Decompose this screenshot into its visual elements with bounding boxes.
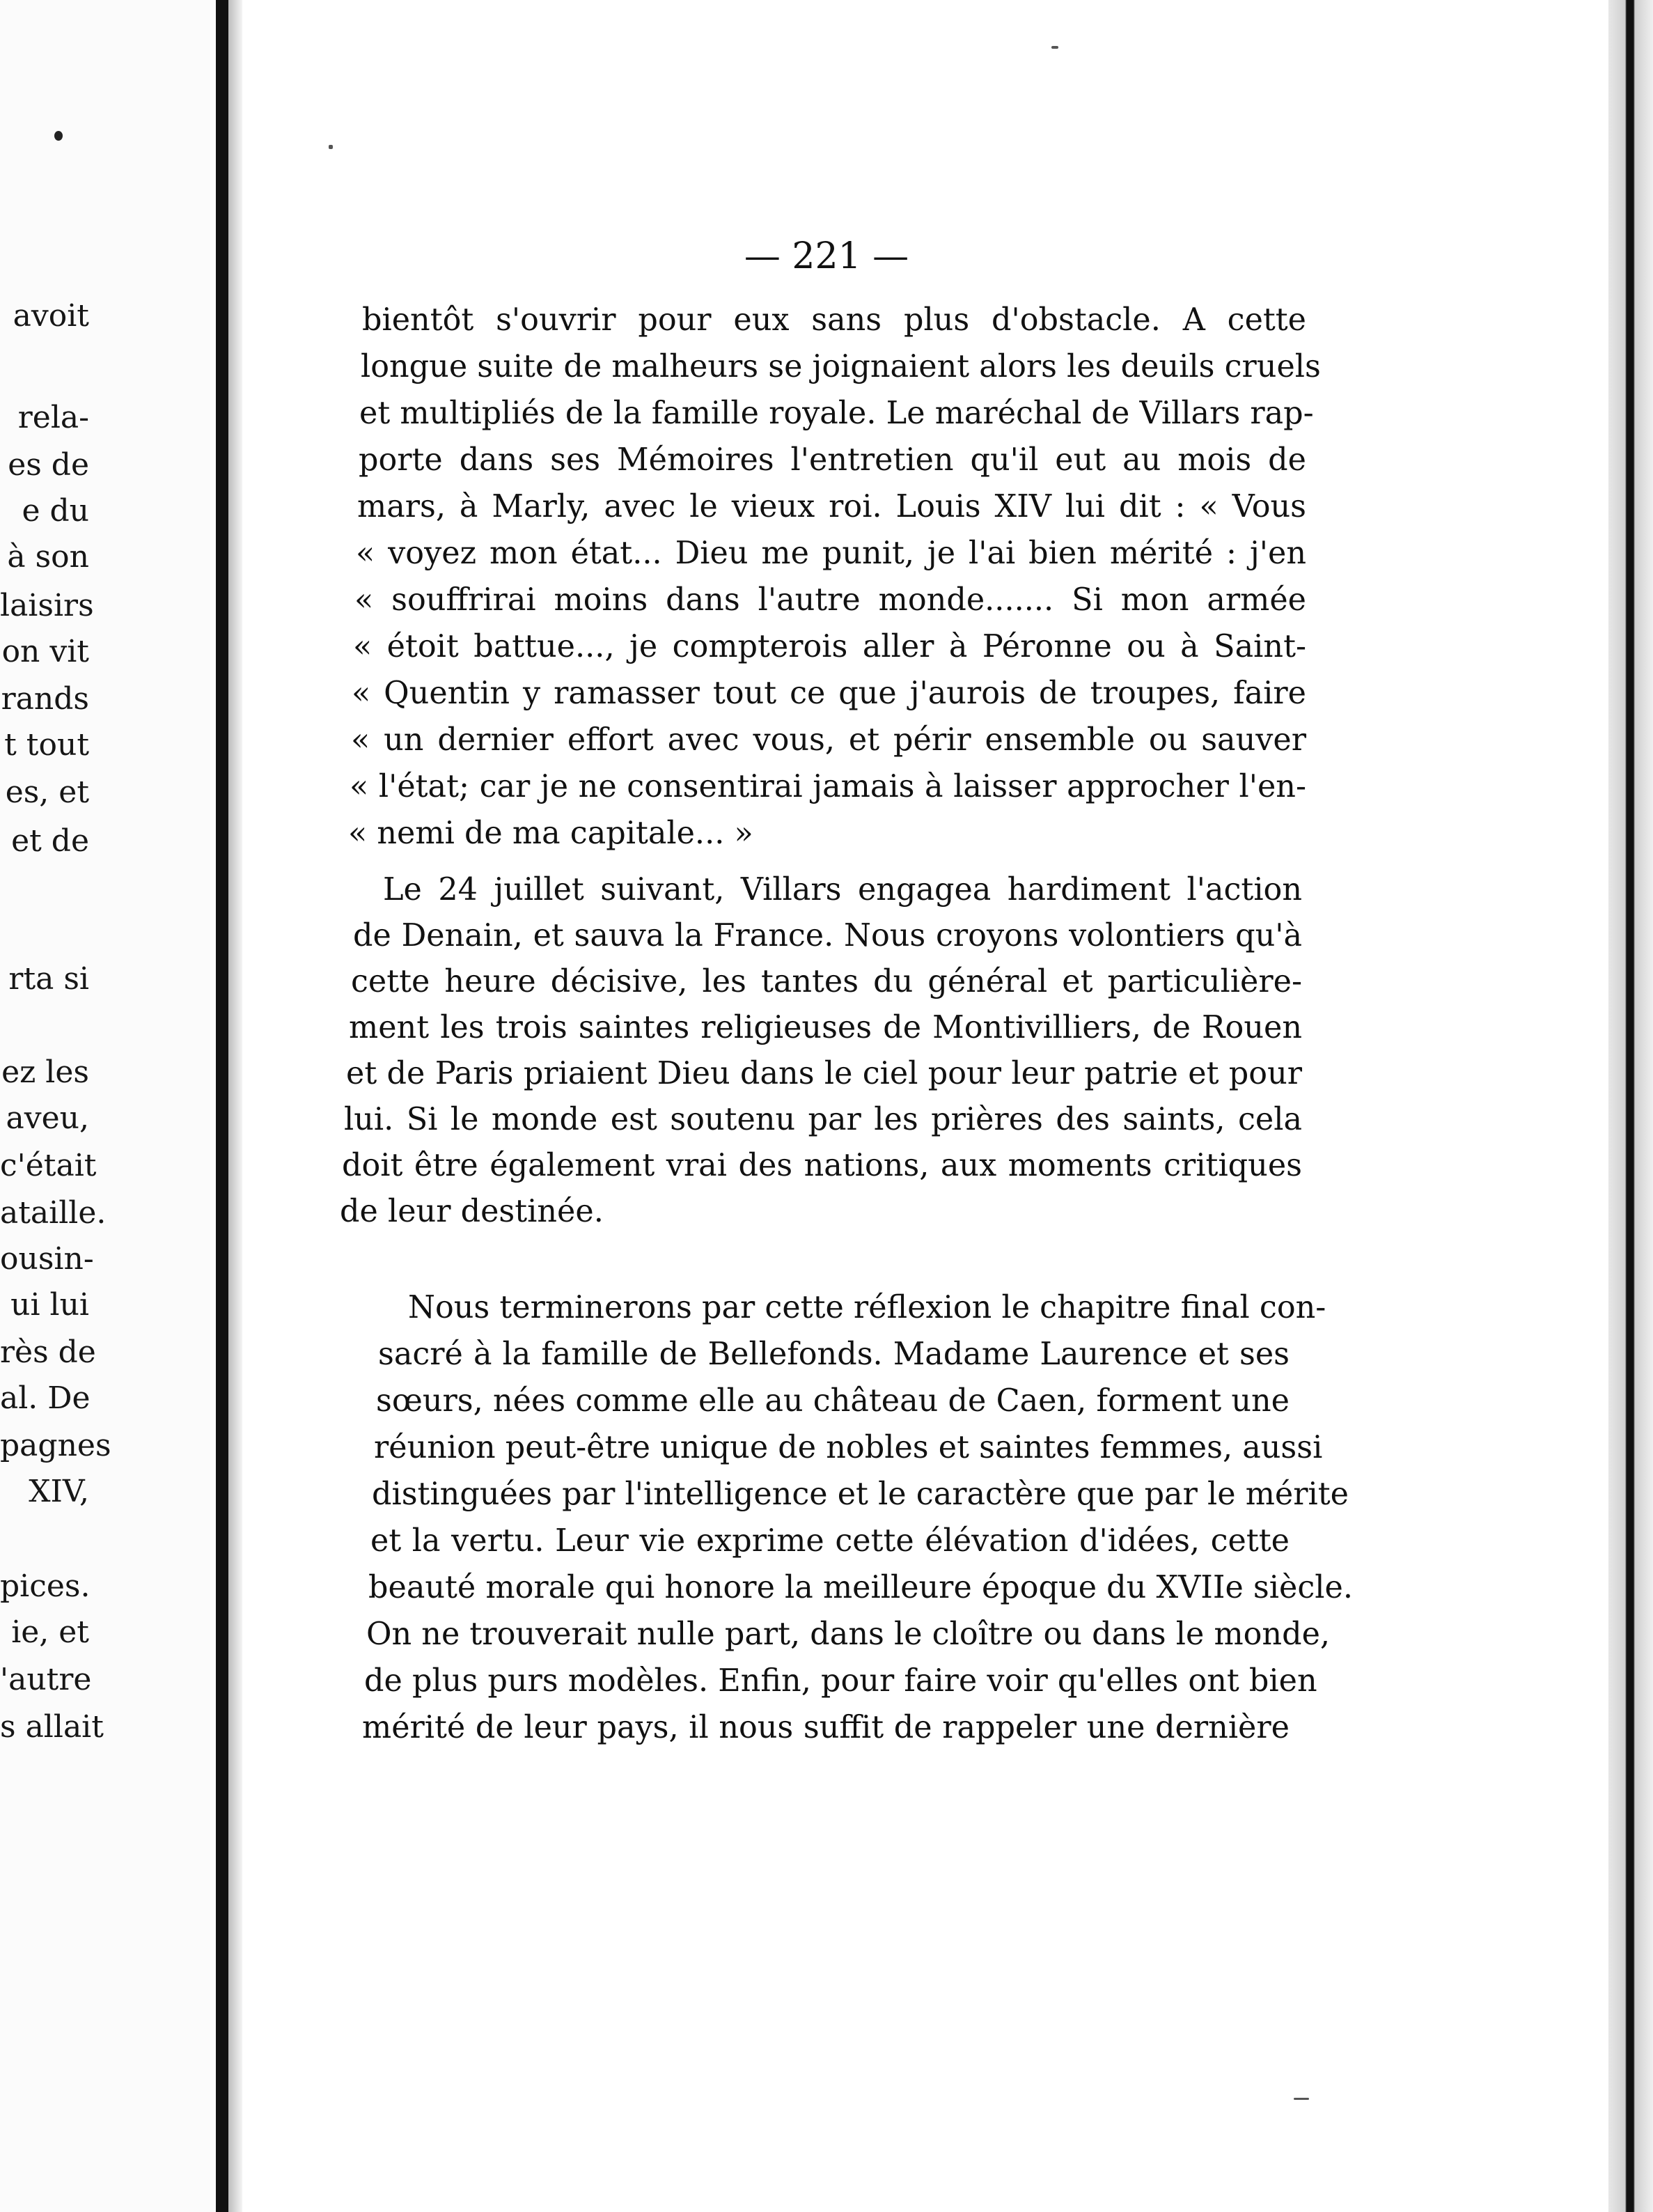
text-line: de Denain, et sauva la France. Nous croyons volontiers qu'à [353, 918, 1302, 953]
text-line: doit être également vrai des nations, aux moments critiques [342, 1148, 1302, 1183]
left-page-line: es de [8, 447, 89, 483]
text-line: mars, à Marly, avec le vieux roi. Louis XIV lui dit : « Vous [357, 489, 1306, 524]
ink-dot [54, 131, 63, 141]
text-line: porte dans ses Mémoires l'entretien qu'il eut au mois de [359, 442, 1306, 478]
left-page-fragment [0, 0, 221, 2212]
left-page-line: ez les [1, 1054, 89, 1090]
text-line: longue suite de malheurs se joignaient alors les deuils cruels [361, 349, 1321, 384]
text-line: « étoit battue..., je compterois aller à Péronne ou à Saint- [353, 629, 1306, 664]
text-line: et de Paris priaient Dieu dans le ciel pour leur patrie et pour [346, 1056, 1302, 1091]
text-line: cette heure décisive, les tantes du général et particulière- [351, 964, 1302, 999]
text-line: mérité de leur pays, il nous suffit de rappeler une dernière [362, 1710, 1290, 1745]
text-line: distinguées par l'intelligence et le caractère que par le mérite [372, 1477, 1349, 1512]
left-page-line: pices. [0, 1568, 91, 1604]
left-page-line: à son [7, 539, 89, 575]
text-line: ment les trois saintes religieuses de Montivilliers, de Rouen [349, 1010, 1302, 1045]
ink-smudge [1294, 2098, 1309, 2100]
left-page-line: rta si [8, 961, 89, 997]
left-page-line: ie, et [11, 1614, 89, 1650]
left-page-line: pagnes [0, 1428, 111, 1463]
text-line: bientôt s'ouvrir pour eux sans plus d'obstacle. A cette [362, 302, 1306, 338]
ink-smudge [1051, 46, 1058, 49]
left-page-line: ousin- [0, 1241, 94, 1277]
text-line: « souffrirai moins dans l'autre monde....... Si mon armée [354, 582, 1306, 618]
left-page-line: al. De [0, 1380, 91, 1416]
page-number: — 221 — [744, 235, 909, 277]
left-page-line: ui lui [10, 1287, 89, 1323]
left-page-line: on vit [1, 634, 89, 669]
text-line: Le 24 juillet suivant, Villars engagea hardiment l'action [383, 872, 1302, 908]
text-line: et multipliés de la famille royale. Le maréchal de Villars rap- [359, 396, 1314, 431]
left-page-line: aveu, [6, 1100, 89, 1136]
left-page-line: rès de [0, 1334, 96, 1370]
text-line: lui. Si le monde est soutenu par les prières des saints, cela [344, 1102, 1302, 1137]
left-page-line: s allait [0, 1709, 104, 1745]
left-page-line: et de [11, 823, 89, 859]
text-line: « un dernier effort avec vous, et périr ensemble ou sauver [351, 722, 1306, 758]
left-page-line: avoit [13, 298, 89, 334]
text-line: beauté morale qui honore la meilleure époque du XVIIe siècle. [368, 1570, 1353, 1605]
text-line: « voyez mon état... Dieu me punit, je l'ai bien mérité : j'en [356, 536, 1306, 571]
text-line: sacré à la famille de Bellefonds. Madame Laurence et ses [378, 1337, 1290, 1372]
left-page-line: c'était [0, 1148, 97, 1183]
left-page-line: 'autre [0, 1662, 92, 1697]
left-page-line: XIV, [29, 1474, 89, 1509]
left-page-line: rela- [17, 400, 89, 435]
page-edge [1608, 0, 1653, 2212]
text-line: On ne trouverait nulle part, dans le cloître ou dans le monde, [366, 1617, 1331, 1652]
book-gutter [216, 0, 228, 2212]
text-line: sœurs, nées comme elle au château de Caen, forment une [376, 1383, 1290, 1419]
text-line: réunion peut-être unique de nobles et saintes femmes, aussi [374, 1430, 1323, 1465]
ink-smudge [329, 145, 333, 149]
text-line: Nous terminerons par cette réflexion le chapitre final con- [408, 1290, 1326, 1325]
text-line: de plus purs modèles. Enfin, pour faire voir qu'elles ont bien [364, 1663, 1317, 1699]
left-page-line: rands [1, 681, 89, 717]
left-page-line: laisirs [0, 588, 94, 623]
left-page-line: es, et [5, 774, 89, 810]
text-line: « l'état; car je ne consentirai jamais à laisser approcher l'en- [350, 769, 1306, 804]
text-line: et la vertu. Leur vie exprime cette élévation d'idées, cette [370, 1523, 1290, 1559]
text-line: « nemi de ma capitale... » [348, 816, 753, 851]
gutter-shadow [228, 0, 242, 2212]
left-page-line: e du [22, 493, 89, 529]
left-page-line: t tout [4, 727, 89, 763]
text-line: de leur destinée. [340, 1194, 604, 1229]
left-page-line: ataille. [0, 1195, 107, 1231]
text-line: « Quentin y ramasser tout ce que j'aurois de troupes, faire [352, 676, 1306, 711]
